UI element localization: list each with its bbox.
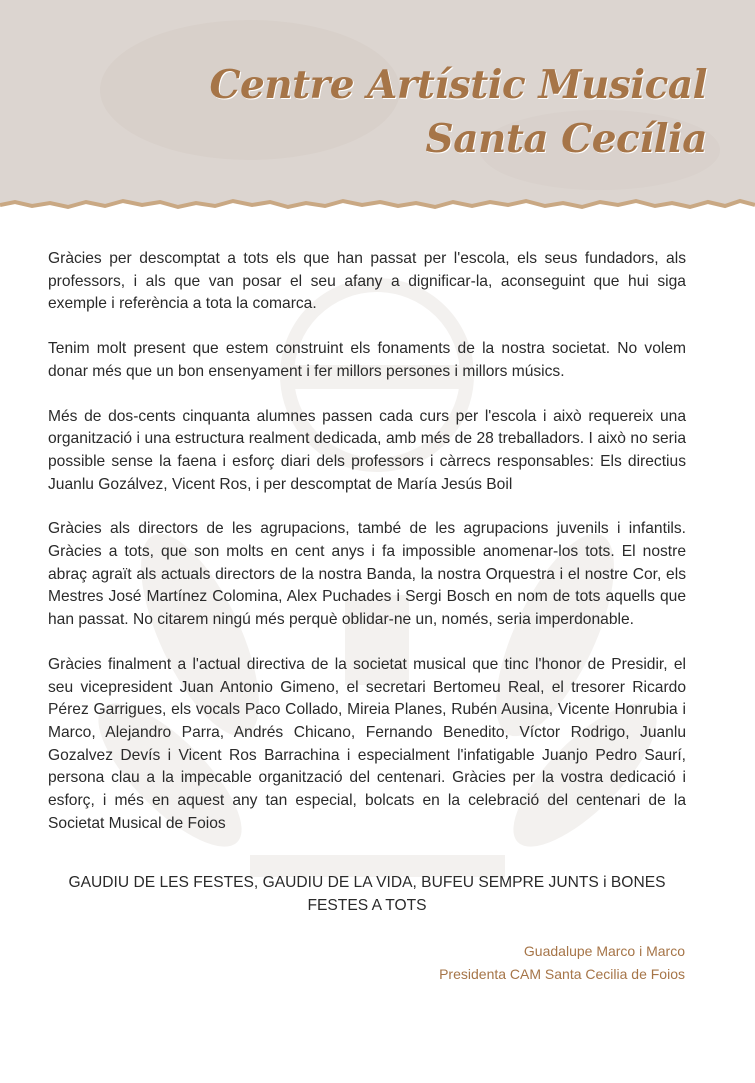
page-title xyxy=(209,58,707,166)
paragraph: Tenim molt present que estem construint els fonaments de la nostra societat. No volem donar més que un bon ensenyament i fer millors persones i millors músics. xyxy=(48,340,686,380)
title-line-1: Centre Artístic Musical xyxy=(209,62,707,108)
closing-salutation: GAUDIU DE LES FESTES, GAUDIU DE LA VIDA, BUFEU SEMPRE JUNTS i BONES FESTES A TOTS xyxy=(68,874,666,914)
title-line-2: Santa Cecília xyxy=(425,116,707,162)
letter-body xyxy=(48,248,686,857)
signature-name: Guadalupe Marco i Marco xyxy=(523,943,685,959)
signature-block xyxy=(439,940,685,986)
paragraph: Gràcies finalment a l'actual directiva de la societat musical que tinc l'honor de Presidir, el seu vicepresident Juan Antonio Gimeno, el secretari Bertomeu Real, el tresorer Ricardo Pérez Garrigues, els vocals Paco Collado, Mireia Planes, Rubén Ausina, Vicente Honrubia i Marco, Alejandro Parra, Andrés Chicano, Fernando Benedito, Víctor Rodrigo, Juanlu Gozalvez Devís i Vicent Ros Barrachina i especialment l'infatigable Juanjo Pedro Saurí, persona clau a la impecable organització del centenari. Gràcies per la vostra dedicació i esforç, i més en aquest any tan especial, bolcats en la celebració del centenari de la Societat Musical de Foios xyxy=(48,655,686,832)
paragraph: Gràcies als directors de les agrupacions, també de les agrupacions juvenils i infantils. Gràcies a tots, que son molts en cent anys i fa impossible anomenar-los tots. El nostre abraç agraït als actuals directors de la nostra Banda, la nostra Orquestra i el nostre Cor, els Mestres José Martínez Colomina, Alex Puchades i Sergi Bosch en nom de tots aquells que han passat. No citarem ningú més perquè oblidar-ne un, només, seria imperdonable. xyxy=(48,520,686,629)
header-banner xyxy=(0,0,755,215)
signature-role: Presidenta CAM Santa Cecilia de Foios xyxy=(439,966,685,982)
paragraph: Gràcies per descomptat a tots els que han passat per l'escola, els seus fundadors, als professors, i als que van posar el seu afany a dignificar-la, aconseguint que hui siga exemple i referència a tota la comarca. xyxy=(48,250,686,313)
paragraph: Més de dos-cents cinquanta alumnes passen cada curs per l'escola i això requereix una organització i una estructura realment dedicada, amb més de 28 treballadors. I això no seria possible sense la faena i esforç diari dels professors i càrrecs responsables: Els directius Juanlu Gozálvez, Vicent Ros, i per descomptat de María Jesús Boil xyxy=(48,407,686,493)
